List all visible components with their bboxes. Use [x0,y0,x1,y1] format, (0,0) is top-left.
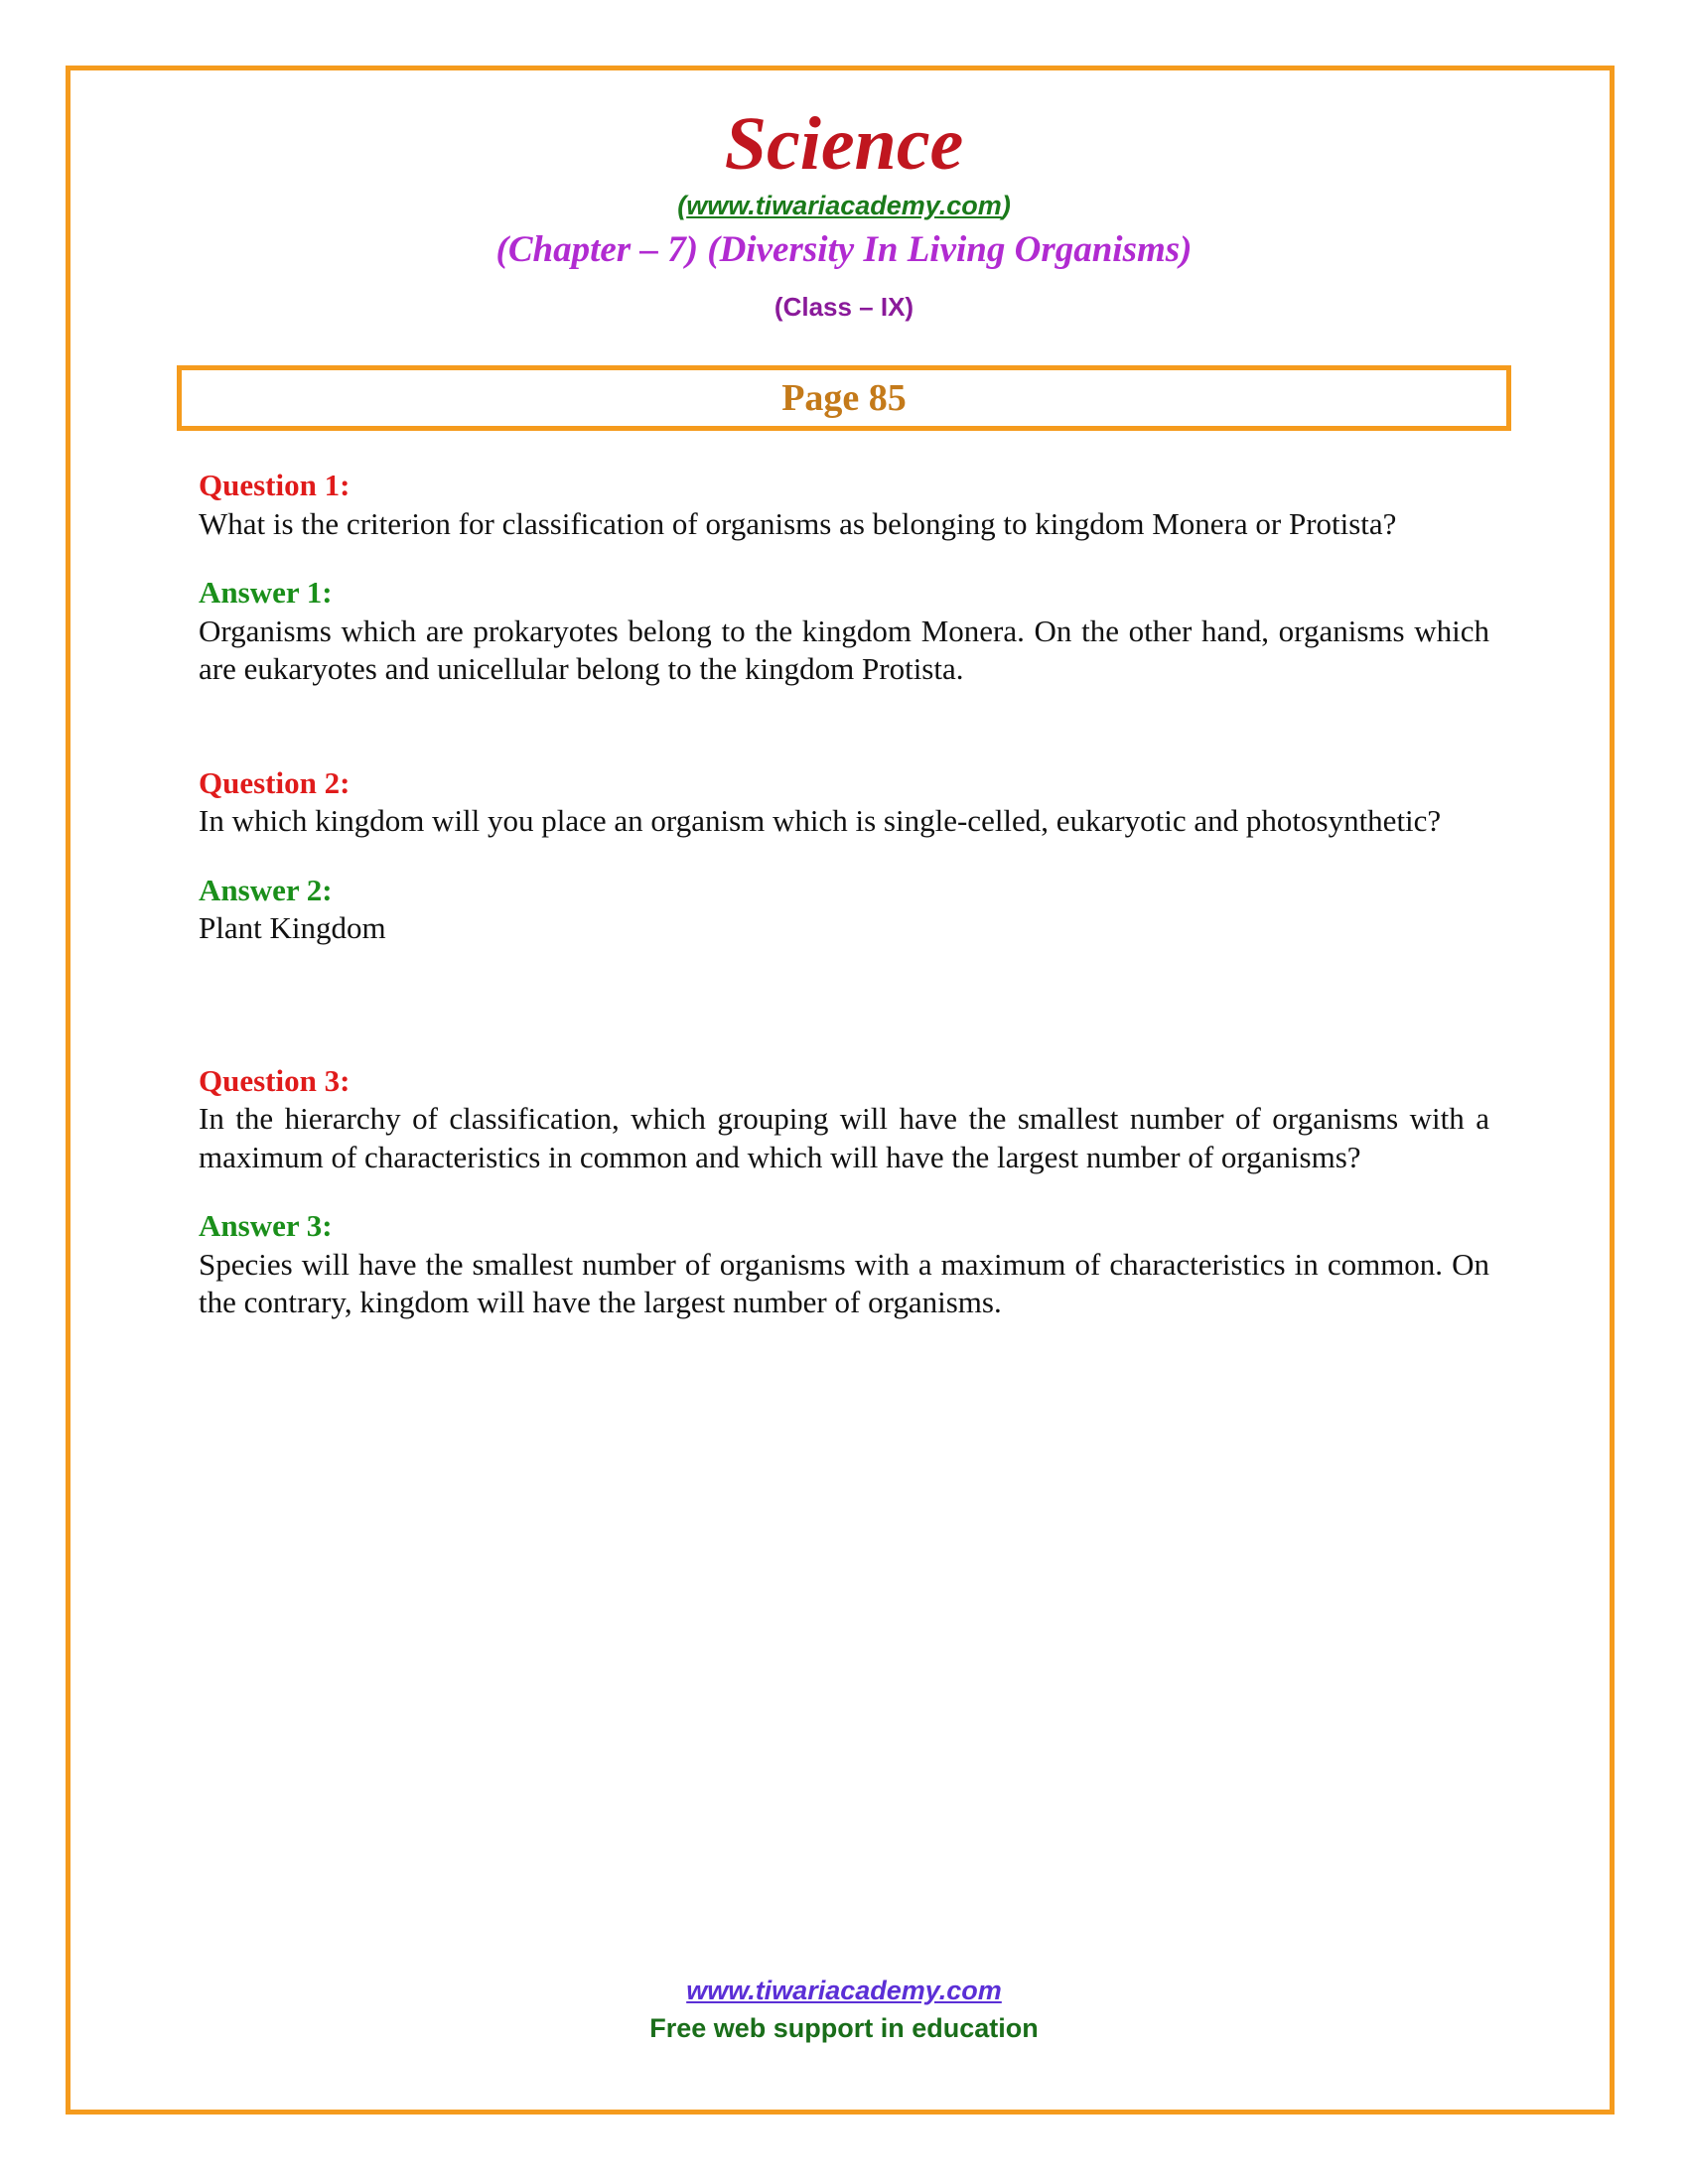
question-2-text: In which kingdom will you place an organism which is single-celled, eukaryotic and photosynthetic? [199,803,1442,838]
answer-3-label: Answer 3: [199,1208,333,1243]
question-3-label: Question 3: [199,1062,351,1098]
page-number-label: Page 85 [781,377,907,419]
answer-3-text: Species will have the smallest number of organisms with a maximum of characteristics in common. On the contrary, kingdom will have the largest number of organisms. [199,1246,1489,1319]
question-1-label: Question 1: [199,468,351,502]
question-1-text: What is the criterion for classification of organisms as belonging to kingdom Monera or Protista? [199,505,1397,541]
header-website [0,189,1688,222]
answer-1-text: Organisms which are prokaryotes belong to the kingdom Monera. On the other hand, organisms which are eukaryotes and unicellular belong to the kingdom Protista. [199,613,1489,686]
footer-tagline: Free web support in education [649,2013,1039,2043]
question-2-label: Question 2: [199,764,351,800]
header-website-link[interactable]: www.tiwariacademy.com [686,191,1002,220]
footer-website-link[interactable]: www.tiwariacademy.com [686,1976,1002,2005]
question-3-text: In the hierarchy of classification, which grouping will have the smallest number of organisms with a maximum of characteristics in common and which will have the largest number of organisms? [199,1101,1489,1174]
answer-2-text: Plant Kingdom [199,910,386,945]
answer-1-label: Answer 1: [199,575,333,610]
chapter-heading: (Chapter – 7) (Diversity In Living Organisms) [495,229,1193,270]
page-number-box [177,365,1511,431]
document-title: Science [724,102,964,186]
qa-content [199,467,1489,1322]
class-label: (Class – IX) [774,292,914,322]
answer-2-label: Answer 2: [199,872,333,907]
header-website-open-paren: ( [677,191,687,220]
header-website-close-paren: ) [1001,191,1011,220]
